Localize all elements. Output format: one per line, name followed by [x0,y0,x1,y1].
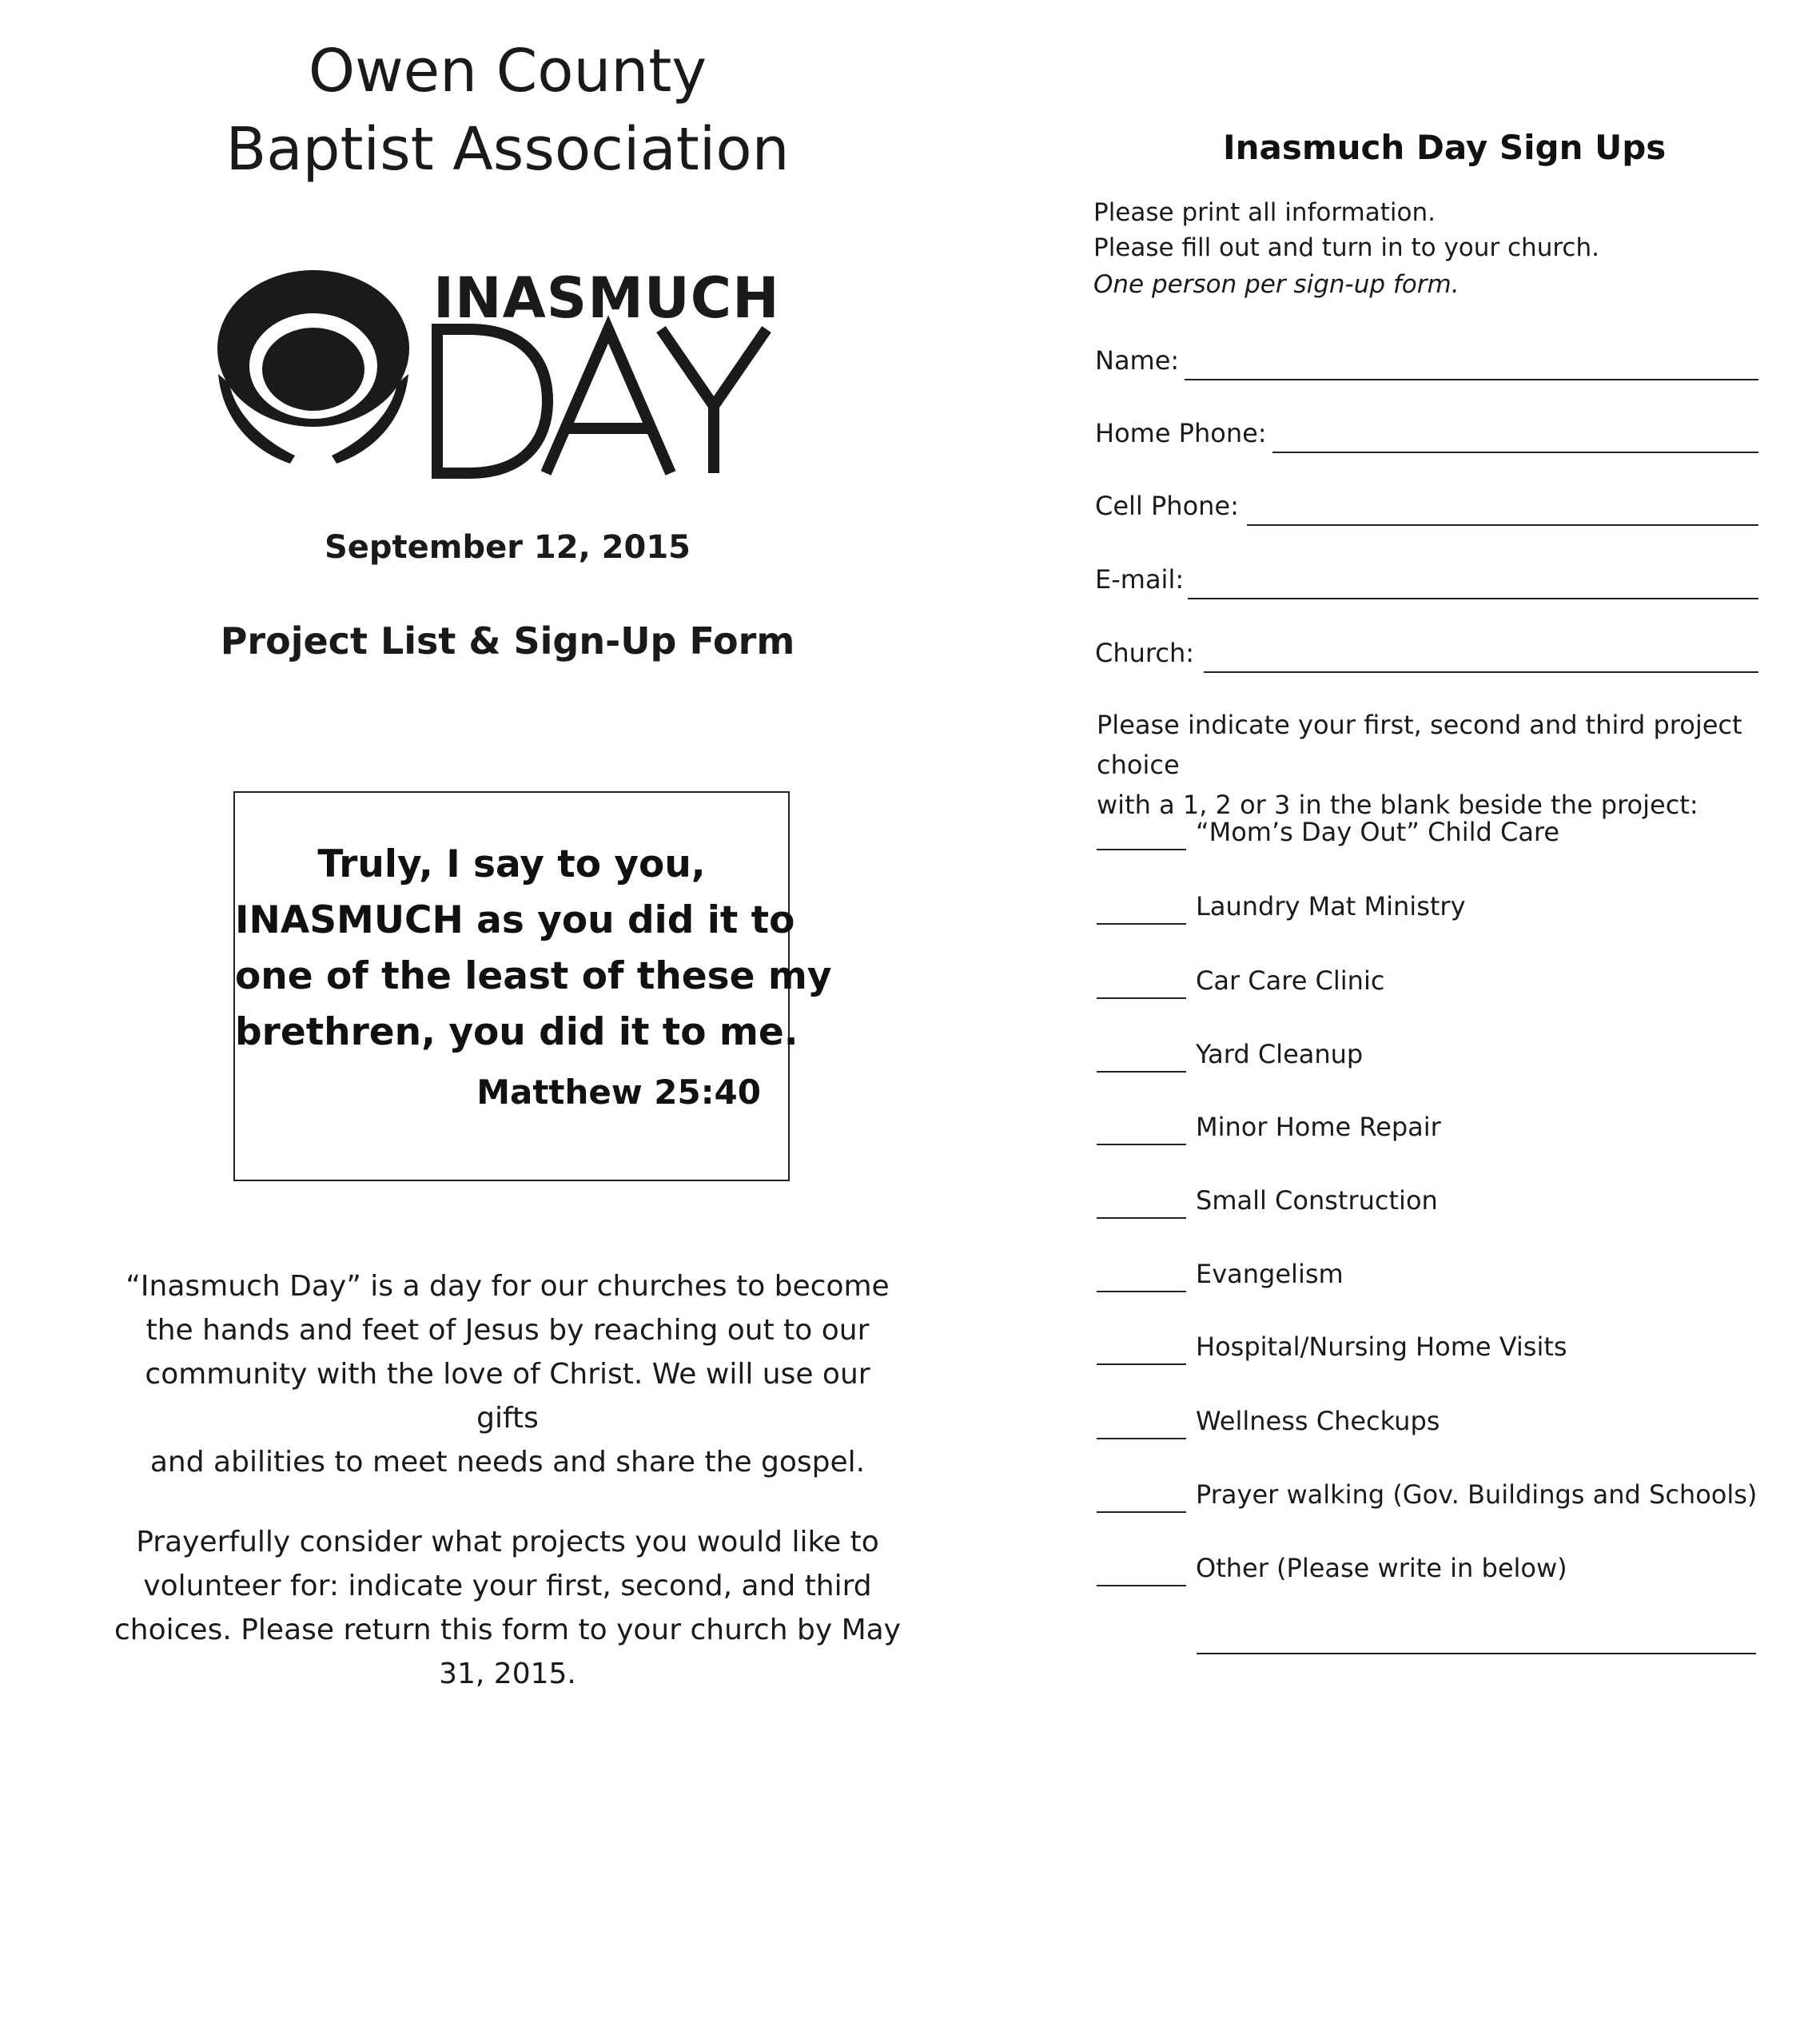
project-choice-blank[interactable] [1097,997,1186,999]
verse-line-3: one of the least of these my [235,954,832,998]
event-date: September 12, 2015 [324,529,691,566]
description-line: community with the love of Christ. We will use our gifts [145,1358,870,1435]
description-line: the hands and feet of Jesus by reaching out to our [145,1314,870,1347]
project-label: Yard Cleanup [1196,1039,1364,1069]
other-write-in-line[interactable] [1197,1653,1756,1654]
project-label: Small Construction [1196,1185,1438,1216]
project-choice-blank[interactable] [1097,1217,1186,1219]
project-option[interactable] [1097,1553,1800,1593]
organization-line-1: Owen County [308,37,707,105]
project-option[interactable] [1097,1259,1800,1299]
description-line: “Inasmuch Day” is a day for our churches to become [125,1270,890,1303]
project-option[interactable] [1097,1331,1800,1371]
project-choice-blank[interactable] [1097,849,1186,850]
email-line[interactable] [1188,598,1758,599]
project-label: Evangelism [1196,1259,1344,1289]
verse-reference: Matthew 25:40 [476,1073,761,1112]
project-choice-blank[interactable] [1097,1291,1186,1292]
project-label: Wellness Checkups [1196,1406,1440,1436]
instructions-line: Prayerfully consider what projects you would like to [136,1526,879,1558]
choice-prompt-line: Please indicate your first, second and third project choice [1097,710,1742,780]
project-option[interactable] [1097,817,1800,857]
project-option[interactable] [1097,1185,1800,1225]
description-paragraph [112,1264,903,1484]
email-label: E-mail: [1095,564,1185,595]
home-phone-label: Home Phone: [1095,418,1267,448]
instruction-one-person: One person per sign-up form. [1093,270,1460,299]
cell-phone-label: Cell Phone: [1095,491,1239,521]
organization-line-2: Baptist Association [225,115,790,184]
form-title: Project List & Sign-Up Form [220,619,795,663]
project-label: “Mom’s Day Out” Child Care [1196,817,1560,847]
logo-emblem-center [262,328,364,411]
project-label: Hospital/Nursing Home Visits [1196,1331,1567,1362]
instructions-paragraph [112,1520,903,1696]
project-label: Other (Please write in below) [1196,1553,1567,1583]
project-option[interactable] [1097,891,1800,931]
project-choice-blank[interactable] [1097,1438,1186,1439]
signup-title: Inasmuch Day Sign Ups [1223,128,1667,167]
verse-line-2: INASMUCH as you did it to [235,898,795,942]
verse-line-4: brethren, you did it to me. [235,1010,798,1054]
name-label: Name: [1095,345,1180,376]
cell-phone-line[interactable] [1247,524,1758,526]
project-label: Laundry Mat Ministry [1196,891,1466,921]
scripture-box [233,791,832,1181]
name-line[interactable] [1185,379,1758,380]
project-label: Minor Home Repair [1196,1112,1441,1142]
choice-prompt [1097,705,1808,825]
logo-wordmark: INASMUCH [433,265,780,331]
description-line: and abilities to meet needs and share the gospel. [149,1446,866,1479]
project-choice-blank[interactable] [1097,1071,1186,1073]
email-field[interactable] [1095,564,1758,604]
church-label: Church: [1095,638,1195,668]
choice-prompt-line: with a 1, 2 or 3 in the blank beside the project: [1097,790,1699,820]
name-field[interactable] [1095,345,1758,385]
instruction-turn-in: Please fill out and turn in to your church. [1093,233,1599,262]
verse-line-1: Truly, I say to you, [317,842,706,886]
project-option[interactable] [1097,1406,1800,1446]
instructions-line: volunteer for: indicate your first, second, and third [143,1570,872,1602]
project-label: Car Care Clinic [1196,965,1385,996]
project-option[interactable] [1097,1479,1800,1519]
project-label: Prayer walking (Gov. Buildings and Schools) [1196,1479,1758,1510]
project-choice-blank[interactable] [1097,1585,1186,1586]
instructions-line: 31, 2015. [439,1658,576,1690]
church-field[interactable] [1095,638,1758,678]
project-option[interactable] [1097,1112,1800,1152]
project-option[interactable] [1097,1039,1800,1079]
project-choice-blank[interactable] [1097,1363,1186,1365]
project-choice-blank[interactable] [1097,1144,1186,1145]
inasmuch-day-logo [212,264,803,480]
instruction-print: Please print all information. [1093,198,1436,227]
cell-phone-field[interactable] [1095,491,1758,531]
home-phone-field[interactable] [1095,418,1758,458]
logo-day-letters [437,329,767,473]
project-choice-blank[interactable] [1097,1511,1186,1513]
project-choice-blank[interactable] [1097,923,1186,925]
home-phone-line[interactable] [1272,452,1758,453]
instructions-line: choices. Please return this form to your church by May [114,1614,901,1646]
project-option[interactable] [1097,965,1800,1005]
church-line[interactable] [1204,671,1758,673]
organization-title [128,32,887,189]
